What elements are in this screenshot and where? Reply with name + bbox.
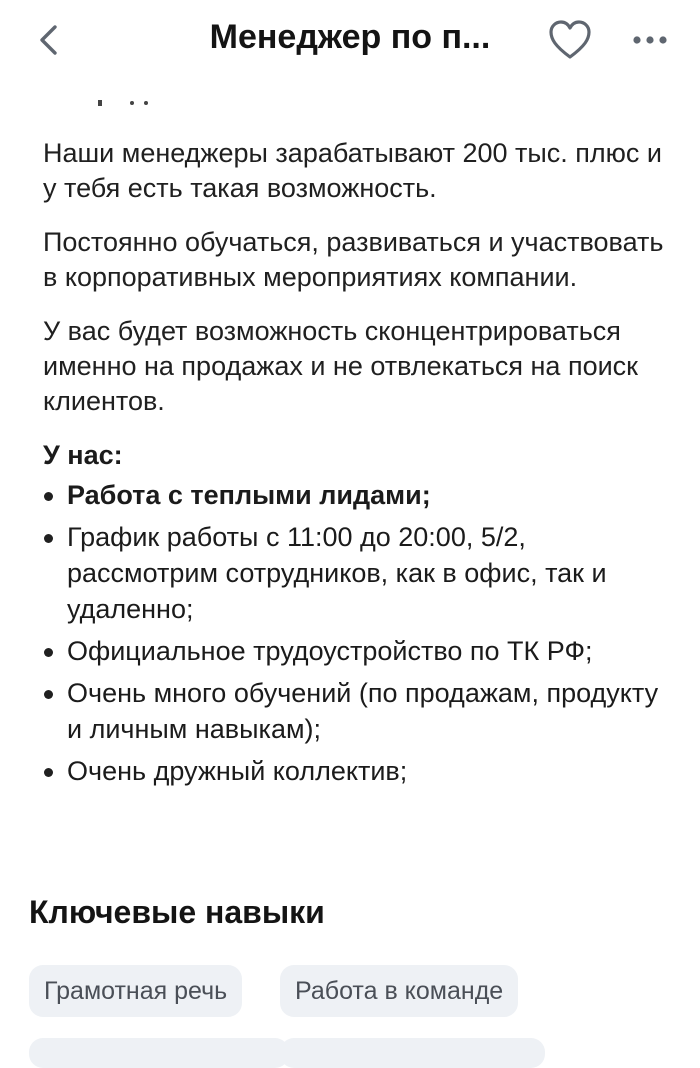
cropped-text-fragment (60, 88, 180, 118)
vacancy-description (43, 136, 673, 795)
benefit-text: Официальное трудоустройство по ТК РФ; (67, 636, 593, 666)
skill-tag[interactable]: Грамотная речь (29, 965, 242, 1017)
heart-outline-icon (546, 18, 594, 62)
benefit-item (43, 477, 673, 513)
bullet-icon (44, 492, 53, 501)
benefit-text: График работы с 11:00 до 20:00, 5/2, рассмотрим сотрудников, как в офис, так и удаленно; (67, 522, 607, 624)
description-paragraph: Наши менеджеры зарабатывают 200 тыс. плюс и у тебя есть такая возможность. (43, 138, 663, 203)
page-title: Менеджер по п... (209, 18, 491, 56)
benefit-item (43, 753, 673, 789)
bullet-icon (44, 534, 53, 543)
benefits-list (43, 477, 673, 789)
more-options-button[interactable] (628, 22, 672, 58)
description-paragraph: У вас будет возможность сконцентрироваться именно на продажах и не отвлекаться на поиск клиентов. (43, 316, 638, 416)
benefit-item (43, 675, 673, 747)
benefit-item (43, 633, 673, 669)
bullet-icon (44, 690, 53, 699)
chevron-left-icon (30, 20, 70, 60)
more-horizontal-icon (628, 22, 672, 58)
benefit-item (43, 519, 673, 627)
skill-tag-partial[interactable] (29, 1038, 289, 1068)
description-paragraph: Постоянно обучаться, развиваться и участвовать в корпоративных мероприятиях компании. (43, 227, 664, 292)
bullet-icon (44, 648, 53, 657)
benefits-heading: У нас: (43, 440, 123, 470)
favorite-button[interactable] (546, 18, 594, 62)
top-bar (0, 0, 700, 80)
bullet-icon (44, 768, 53, 777)
benefit-text: Очень много обучений (по продажам, продукту и личным навыкам); (67, 678, 659, 744)
benefit-text: Работа с теплыми лидами; (67, 480, 431, 510)
back-button[interactable] (30, 20, 70, 60)
skill-tag-partial[interactable] (280, 1038, 545, 1068)
key-skills-title: Ключевые навыки (29, 894, 325, 930)
skill-tag[interactable]: Работа в команде (280, 965, 518, 1017)
benefit-text: Очень дружный коллектив; (67, 756, 408, 786)
